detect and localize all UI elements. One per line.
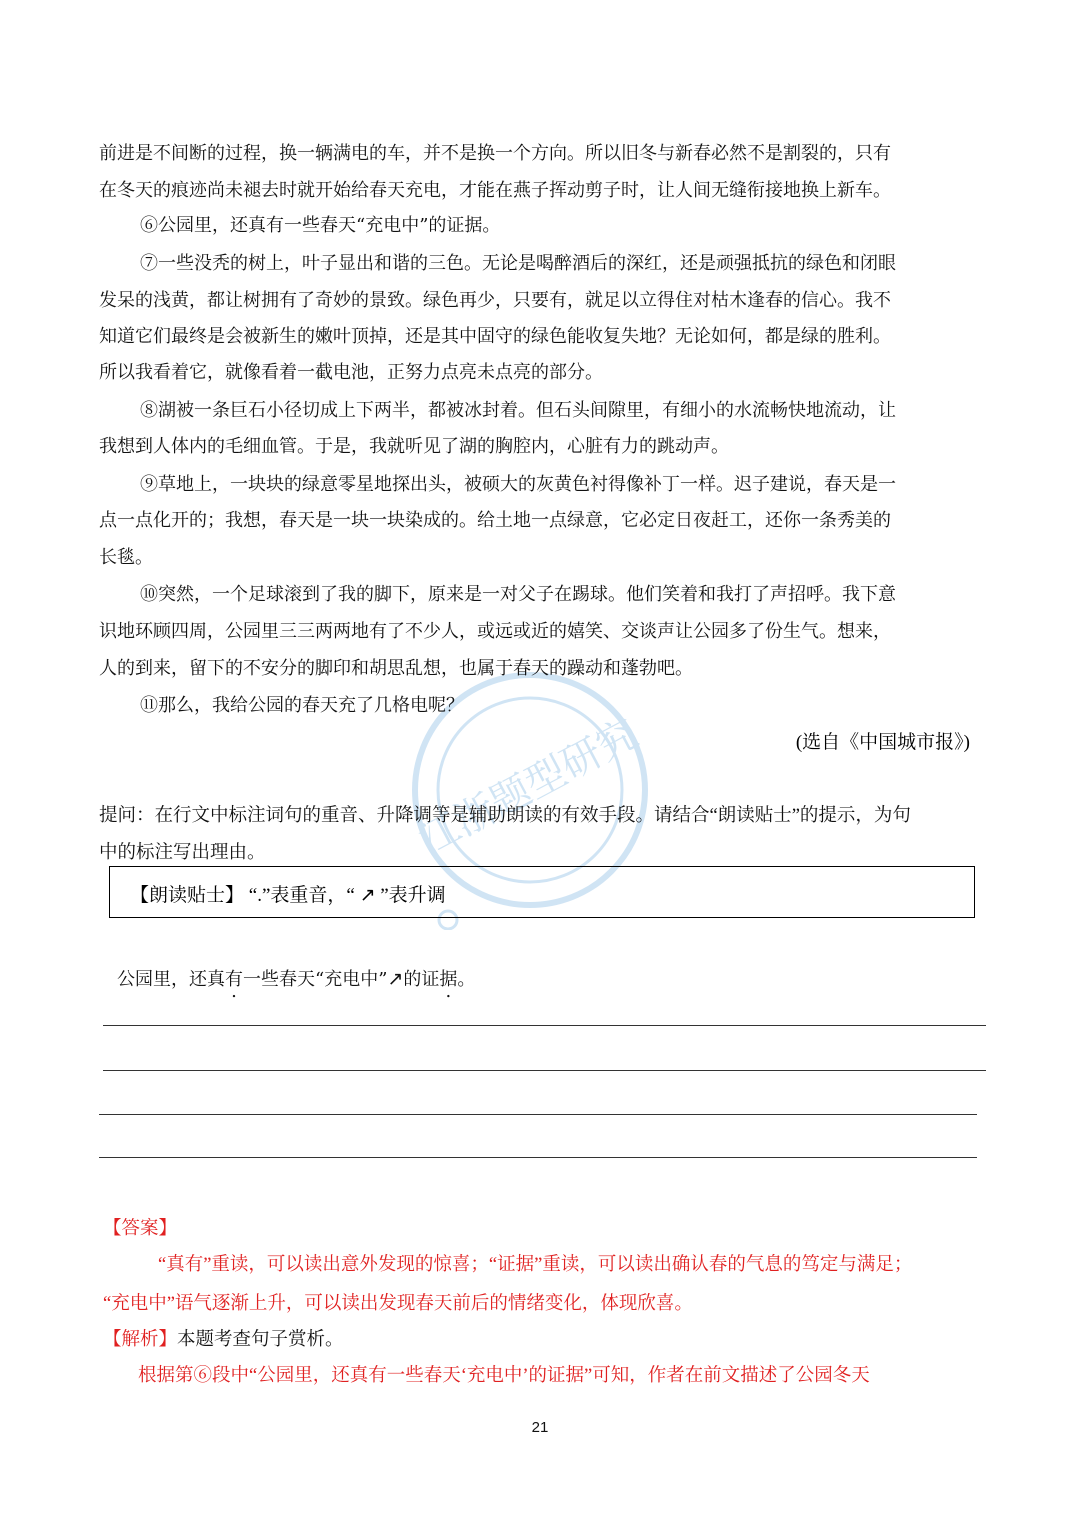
answer-blank-line[interactable] — [103, 1070, 986, 1071]
answer-label: 【答案】 — [103, 1219, 178, 1239]
source-citation: (选自《中国城市报》) — [795, 732, 970, 753]
example-sentence — [117, 965, 1002, 991]
passage-line: 知道它们最终是会被新生的嫩叶顶掉，还是其中固守的绿色能收复失地？无论如何，都是绿的胜利。 — [99, 326, 891, 347]
tip-text-2: ”表升调 — [380, 885, 446, 906]
passage-line: 长毯。 — [99, 547, 153, 568]
reading-tip-box — [109, 866, 975, 918]
example-text: 一些春天“充电中” — [243, 969, 388, 990]
passage-line: 识地环顾四周，公园里三三两两地有了不少人，或远或近的嬉笑、交谈声让公园多了份生气。想来， — [99, 621, 891, 642]
answer-line: “充电中”语气逐渐上升，可以读出发现春天前后的情绪变化，体现欣喜。 — [103, 1294, 693, 1314]
passage-line: 我想到人体内的毛细血管。于是，我就听见了湖的胸腔内，心脏有力的跳动声。 — [99, 436, 729, 457]
passage-line: 点一点化开的；我想，春天是一块一块染成的。给土地一点绿意，它必定日夜赶工，还你一条秀美的 — [99, 510, 891, 531]
analysis-label: 【解析】 — [103, 1330, 178, 1350]
example-text: 公园里，还真 — [117, 969, 225, 990]
passage-line: 发呆的浅黄，都让树拥有了奇妙的景致。绿色再少，只要有，就足以立得住对枯木逢春的信心。我不 — [99, 290, 891, 311]
answer-line: “真有”重读，可以读出意外发现的惊喜；“证据”重读，可以读出确认春的气息的笃定与满足； — [158, 1255, 913, 1275]
answer-blank-line[interactable] — [99, 1114, 977, 1115]
passage-line: ⑩突然，一个足球滚到了我的脚下，原来是一对父子在踢球。他们笑着和我打了声招呼。我下意 — [140, 584, 896, 605]
rising-arrow-icon: ↗ — [387, 968, 404, 990]
passage-line: ⑪那么，我给公园的春天充了几格电呢？ — [140, 695, 464, 716]
passage-line: 所以我看着它，就像看着一截电池，正努力点亮未点亮的部分。 — [99, 362, 603, 383]
page-number: 21 — [531, 1419, 549, 1436]
tip-text-1: “.”表重音，“ — [248, 885, 355, 906]
tip-title: 【朗读贴士】 — [130, 885, 245, 906]
analysis-line — [103, 1325, 988, 1351]
answer-blank-line[interactable] — [103, 1025, 986, 1026]
rising-arrow-icon: ↗ — [359, 884, 376, 906]
stressed-word: 据 — [439, 969, 458, 990]
passage-line: 在冬天的痕迹尚未褪去时就开始给春天充电，才能在燕子挥动剪子时，让人间无缝衔接地换上新车。 — [99, 180, 891, 201]
analysis-intro: 本题考查句子赏析。 — [177, 1330, 344, 1350]
example-text: 。 — [457, 969, 476, 990]
stressed-word: 有 — [225, 969, 243, 990]
question-line: 中的标注写出理由。 — [99, 843, 266, 863]
example-text: 的证 — [403, 969, 440, 990]
passage-line: ⑥公园里，还真有一些春天“充电中”的证据。 — [140, 215, 501, 236]
answer-blank-line[interactable] — [99, 1157, 977, 1158]
passage-line: ⑦一些没秃的树上，叶子显出和谐的三色。无论是喝醉酒后的深红，还是顽强抵抗的绿色和闭眼 — [140, 253, 896, 274]
passage-line: 前进是不间断的过程，换一辆满电的车，并不是换一个方向。所以旧冬与新春必然不是割裂的，只有 — [99, 143, 891, 164]
watermark-text: 江浙题型研究 — [411, 710, 646, 864]
passage-line: 人的到来，留下的不安分的脚印和胡思乱想，也属于春天的躁动和蓬勃吧。 — [99, 658, 693, 679]
analysis-line: 根据第⑥段中“公园里，还真有一些春天‘充电中’的证据”可知，作者在前文描述了公园冬天 — [138, 1366, 870, 1386]
passage-line: ⑨草地上，一块块的绿意零星地探出头，被硕大的灰黄色衬得像补丁一样。迟子建说，春天是一 — [140, 474, 896, 495]
question-line: 提问：在行文中标注词句的重音、升降调等是辅助朗读的有效手段。请结合“朗读贴士”的提示，为句 — [99, 806, 911, 826]
passage-line: ⑧湖被一条巨石小径切成上下两半，都被冰封着。但石头间隙里，有细小的水流畅快地流动，让 — [140, 400, 896, 421]
